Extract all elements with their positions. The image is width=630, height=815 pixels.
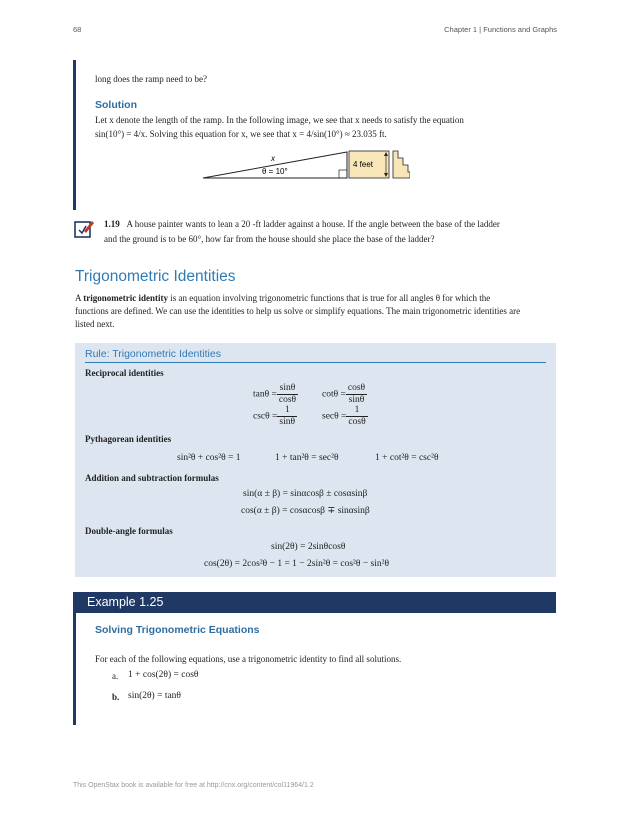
addition-eq-1: sin(α ± β) = sinαcosβ ± cosαsinβ [243, 489, 368, 499]
ramp-x-label: x [271, 154, 275, 163]
question-end: long does the ramp need to be? [95, 74, 207, 84]
intro-term: trigonometric identity [83, 293, 168, 303]
intro-prefix: A [75, 293, 84, 303]
ramp-figure [200, 148, 410, 182]
double-angle-heading: Double-angle formulas [85, 526, 173, 536]
checkpoint-line-1 [104, 218, 536, 231]
solution-line-1: Let x denote the length of the ramp. In the following image, we see that x needs to satisfy the equation [95, 115, 464, 125]
pythagorean-heading: Pythagorean identities [85, 434, 172, 444]
example-sidebar-bar-2 [73, 613, 76, 725]
pythagorean-eq-2: 1 + tan²θ = sec²θ [275, 453, 339, 463]
ramp-height-label: 4 feet [353, 160, 374, 169]
section-intro-line-1 [75, 292, 556, 305]
list-item-equation-a: 1 + cos(2θ) = cosθ [128, 670, 199, 680]
intro-rest: is an equation involving trigonometric functions that is true for all angles θ for which the [168, 293, 491, 303]
double-angle-eq-2: cos(2θ) = 2cos²θ − 1 = 1 − 2sin²θ = cos²θ − sin²θ [204, 559, 390, 569]
pythagorean-eq-3: 1 + cot²θ = csc²θ [375, 453, 439, 463]
reciprocal-heading: Reciprocal identities [85, 368, 164, 378]
rule-box [75, 343, 556, 577]
example-sidebar-bar [73, 60, 76, 210]
section-intro-line-2: functions are defined. We can use the identities to help us solve or simplify equations. The main trigonometric identities are [75, 306, 521, 316]
checkpoint-pencil-icon [74, 219, 94, 239]
checkpoint-number: 1.19 [104, 219, 120, 229]
rule-divider [85, 362, 546, 363]
example-subtitle: Solving Trigonometric Equations [95, 624, 260, 636]
checkpoint-text-1: A house painter wants to lean a 20 -ft ladder against a house. If the angle between the base of the ladder [126, 219, 500, 229]
section-intro-line-3: listed next. [75, 319, 115, 329]
identity-sec: secθ = $\frac{1}{\cos\theta}$ [322, 405, 366, 427]
double-angle-eq-1: sin(2θ) = 2sinθcosθ [271, 542, 346, 552]
stairs-icon [393, 151, 410, 178]
pythagorean-eq-1: sin²θ + cos²θ = 1 [177, 453, 241, 463]
chapter-title: Chapter 1 | Functions and Graphs [444, 25, 557, 34]
example-prompt: For each of the following equations, use a trigonometric identity to find all solutions. [95, 654, 402, 664]
addition-heading: Addition and subtraction formulas [85, 473, 219, 483]
footer-text: This OpenStax book is available for free at http://cnx.org/content/col11964/1.2 [73, 782, 314, 789]
addition-eq-2: cos(α ± β) = cosαcosβ ∓ sinαsinβ [241, 506, 370, 516]
identity-tan: tanθ = $\frac{\sin\theta}{\cos\theta}$ [253, 383, 297, 405]
page-number: 68 [73, 25, 82, 34]
identity-csc: cscθ = $\frac{1}{\sin\theta}$ [253, 405, 296, 427]
section-title: Trigonometric Identities [75, 268, 236, 285]
example-header: Example 1.25 [73, 592, 556, 613]
ramp-angle-label: θ = 10° [262, 167, 288, 176]
solution-heading: Solution [95, 99, 137, 111]
list-item-equation-b: sin(2θ) = tanθ [128, 691, 181, 701]
identity-cot: cotθ = $\frac{\cos\theta}{\sin\theta}$ [322, 383, 366, 405]
list-item-label-b: b. [112, 692, 120, 702]
checkpoint-line-2: and the ground is to be 60°, how far from the house should she place the base of the ladder? [104, 234, 435, 244]
rule-title: Rule: Trigonometric Identities [85, 348, 221, 360]
list-item-label-a: a. [112, 671, 119, 681]
solution-line-2: sin(10°) = 4/x. Solving this equation for x, we see that x = 4/sin(10°) ≈ 23.035 ft. [95, 129, 387, 139]
